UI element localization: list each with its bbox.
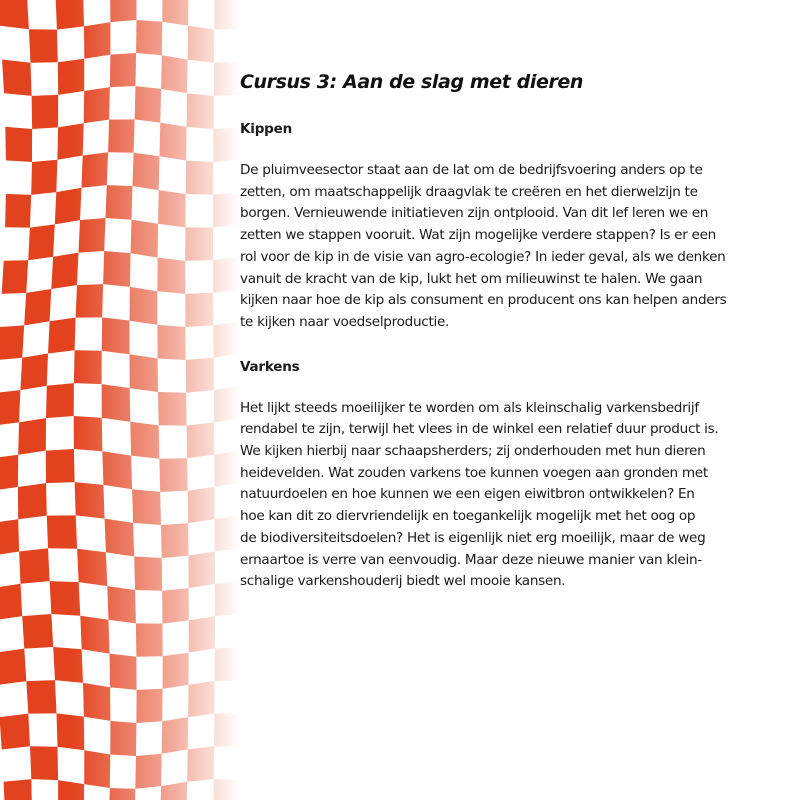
checker-square — [213, 321, 240, 358]
checker-square — [46, 383, 74, 418]
page-title: Cursus 3: Aan de slag met dieren — [240, 71, 584, 93]
checker-square — [213, 127, 240, 162]
checker-square — [79, 218, 106, 253]
checker-square — [108, 119, 135, 152]
checker-square — [51, 253, 78, 289]
checker-square — [19, 548, 49, 584]
checker-square — [136, 20, 162, 55]
paragraph-line: rol voor de kip in de visie van agro-ecologie? In ieder geval, als we denken — [240, 248, 726, 265]
checker-square — [0, 714, 30, 750]
checker-square — [215, 647, 240, 681]
checker-square — [162, 588, 189, 624]
checker-square — [103, 251, 131, 287]
checker-square — [77, 549, 107, 586]
section-heading-kippen: Kippen — [240, 121, 292, 137]
checker-square — [74, 416, 103, 451]
checker-square — [0, 325, 24, 360]
checker-square — [189, 551, 215, 588]
paragraph-line: schalige varkenshouderij biedt wel mooie kansen. — [240, 573, 566, 590]
checker-square — [213, 192, 240, 228]
checker-square — [162, 717, 189, 754]
checker-square — [0, 0, 29, 29]
checker-square — [83, 683, 110, 721]
checker-square — [185, 227, 213, 260]
checker-square — [214, 779, 240, 800]
section-heading-varkens: Varkens — [240, 358, 300, 375]
paragraph-line: kijken naar hoe de kip als consument en producent ons kan helpen anders — [240, 292, 727, 309]
paragraph-line: de biodiversiteitsdoelen? Het is eigenlijk niet erg moeilijk, maar de weg — [240, 529, 706, 546]
checker-square — [159, 458, 187, 492]
checker-square — [130, 354, 159, 392]
checker-square — [214, 451, 240, 487]
checker-square — [136, 689, 162, 723]
checker-square — [56, 0, 84, 30]
checker-square — [32, 95, 59, 129]
paragraph-line: hoe kan dit zo diervriendelijk en toegankelijk mogelijk met het oog op — [240, 508, 696, 525]
checker-square — [74, 350, 102, 384]
checker-square — [22, 614, 53, 649]
checker-square — [214, 0, 240, 30]
checker-square — [162, 0, 188, 26]
checker-square — [215, 581, 240, 616]
checker-square — [58, 59, 85, 95]
checker-square — [4, 779, 32, 800]
checker-square — [130, 422, 159, 459]
checker-square — [57, 123, 83, 160]
checker-square — [105, 519, 135, 557]
checker-square — [18, 418, 46, 455]
checker-square — [53, 647, 83, 683]
checker-square — [48, 318, 76, 354]
paragraph-line: We kijken hierbij naar schaapsherders; zij onderhouden met hun dieren — [240, 443, 706, 460]
checker-square — [84, 87, 110, 123]
checker-square — [46, 449, 75, 483]
checker-square — [130, 287, 158, 325]
checker-square — [26, 680, 56, 714]
paragraph-line: natuurdoelen en hoe kunnen we een eigen eiwitbron ontwikkelen? En — [240, 486, 695, 503]
checker-square — [187, 93, 214, 129]
checker-square — [84, 22, 110, 59]
checker-square — [0, 455, 18, 491]
checker-square — [186, 358, 214, 393]
document-body — [240, 70, 780, 617]
checker-square — [158, 190, 186, 227]
checker-square — [107, 586, 136, 623]
checker-square — [50, 581, 81, 616]
checker-square — [110, 53, 136, 87]
checker-square — [0, 390, 20, 426]
checker-square — [188, 487, 215, 523]
checker-square — [214, 62, 240, 96]
checker-square — [0, 584, 22, 621]
checker-square — [213, 257, 240, 293]
checker-square — [134, 557, 162, 591]
checker-square — [135, 86, 162, 123]
checker-square — [110, 0, 136, 22]
checker-square — [131, 220, 159, 258]
checker-square — [76, 284, 104, 318]
checker-square — [102, 451, 132, 489]
checker-square — [84, 750, 110, 788]
checker-square — [0, 519, 19, 556]
checker-square — [102, 317, 130, 354]
checker-square — [110, 654, 137, 690]
checker-square — [214, 713, 240, 746]
checker-square — [189, 616, 215, 653]
section-paragraph-varkens — [240, 398, 780, 593]
checker-square — [31, 160, 57, 195]
checker-square — [133, 153, 160, 190]
checker-square — [185, 293, 213, 327]
checker-square — [160, 782, 187, 800]
paragraph-line: ernaartoe is verre van eenvoudig. Maar deze nieuwe manier van klein- — [240, 551, 702, 568]
checker-square — [161, 523, 189, 558]
checker-square — [5, 127, 32, 162]
checker-square — [106, 185, 133, 220]
checker-square — [187, 422, 215, 458]
checker-square — [157, 258, 185, 294]
checker-square — [55, 188, 82, 225]
checker-square — [135, 754, 161, 789]
checker-square — [215, 516, 240, 552]
checker-square — [5, 194, 31, 228]
paragraph-line: borgen. Vernieuwende initiatieven zijn ontplooid. Van dit lef leren we en — [240, 205, 709, 222]
checker-square — [28, 224, 55, 260]
paragraph-line: zetten, om maatschappelijk draagvlak te creëren en het dierwelzijn te — [240, 183, 698, 200]
checker-square — [29, 29, 58, 62]
paragraph-line: Het lijkt steeds moeilijker te worden om als kleinschalig varkensbedrijf — [240, 399, 699, 416]
checker-square — [30, 746, 58, 780]
checker-square — [109, 788, 135, 800]
paragraph-line: heidevelden. Wat zouden varkens toe kunnen voegen aan gronden met — [240, 464, 708, 481]
checker-square — [20, 354, 48, 391]
checker-square — [58, 780, 84, 800]
checker-square — [2, 60, 32, 96]
checkerboard-decoration — [0, 0, 240, 800]
checker-square — [161, 55, 188, 93]
checker-square — [157, 325, 185, 360]
checker-square — [18, 483, 47, 519]
checker-square — [158, 392, 187, 426]
checker-square — [75, 482, 105, 518]
checker-square — [80, 616, 109, 654]
checker-square — [47, 515, 77, 548]
checker-square — [160, 123, 187, 161]
paragraph-line: vanuit de kracht van de kip, lukt het om milieuwinst te halen. We gaan — [240, 270, 703, 287]
checker-square — [57, 713, 85, 750]
paragraph-line: zetten we stappen vooruit. Wat zijn mogelijke verdere stappen? Is er een — [240, 227, 716, 244]
checker-square — [188, 681, 214, 717]
checker-square — [24, 289, 51, 325]
checker-square — [188, 26, 215, 63]
checker-square — [102, 384, 131, 422]
paragraph-line: te kijken naar voedselproductie. — [240, 313, 450, 330]
checker-square — [132, 489, 161, 525]
checker-square — [187, 746, 214, 781]
paragraph-line: De pluimveesector staat aan de lat om de bedrijfsvoering anders op te — [240, 162, 703, 178]
section-paragraph-kippen — [240, 160, 780, 334]
checker-square — [82, 152, 109, 188]
paragraph-line: rendabel te zijn, terwijl het vlees in de winkel een relatief duur product is. — [240, 421, 719, 438]
checker-square — [136, 623, 163, 656]
checker-square — [214, 386, 240, 423]
checker-square — [163, 653, 189, 689]
checker-square — [2, 260, 29, 294]
checker-square — [0, 649, 26, 685]
checker-square — [186, 161, 214, 195]
checker-square — [110, 721, 136, 756]
